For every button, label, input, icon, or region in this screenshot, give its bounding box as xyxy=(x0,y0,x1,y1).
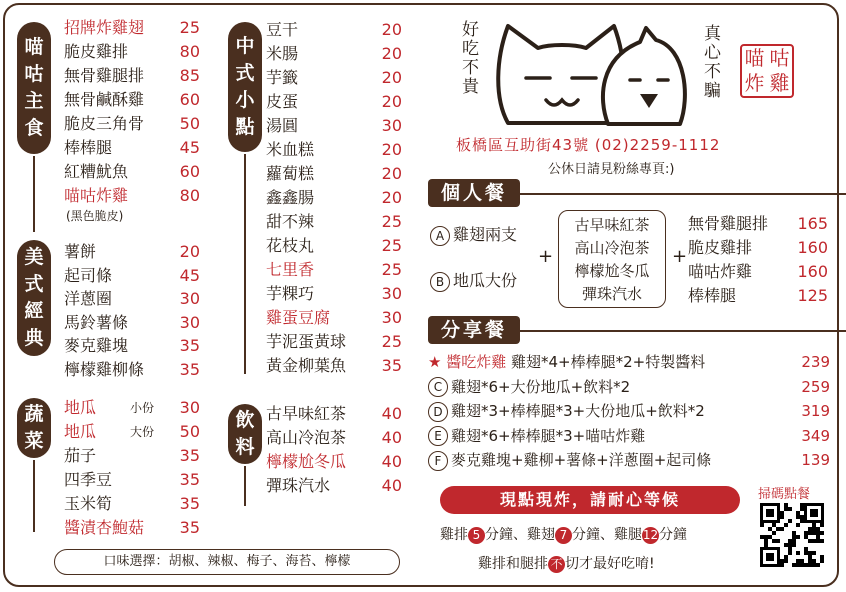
address: 板橋區互助街43號 (02)2259-1112 xyxy=(456,136,721,154)
item-name: 脆皮三角骨 xyxy=(64,114,145,133)
menu-item xyxy=(266,426,402,450)
minutes-badge: 7 xyxy=(555,527,572,544)
item-price: 45 xyxy=(179,138,200,157)
divider xyxy=(33,460,35,532)
meal-price: 259 xyxy=(801,377,830,396)
drink-choice: 彈珠汽水 xyxy=(581,285,642,303)
divider xyxy=(244,154,246,374)
item-name: 檸檬尬冬瓜 xyxy=(266,452,347,471)
flavor-options: 口味選擇：胡椒、辣椒、梅子、海苔、檸檬 xyxy=(54,549,400,575)
highlight-badge: 不 xyxy=(548,556,565,573)
menu-item xyxy=(64,311,200,335)
share-meal-item xyxy=(428,375,830,399)
item-price: 20 xyxy=(381,68,402,87)
item-name: 芋泥蛋黃球 xyxy=(266,332,347,351)
menu-item xyxy=(64,287,200,311)
item-name: 薯餅 xyxy=(64,242,97,261)
item-name: 喵咕炸雞 xyxy=(64,186,129,205)
item-price: 20 xyxy=(381,20,402,39)
item-name: 高山冷泡茶 xyxy=(266,428,347,447)
item-name: 芋粿巧 xyxy=(266,284,315,303)
share-meal-item xyxy=(428,399,830,423)
stamp-char: 雞 xyxy=(769,71,790,95)
item-name: 檸檬雞柳條 xyxy=(64,359,145,379)
item-price: 35 xyxy=(179,359,200,379)
letter-badge: D xyxy=(428,402,448,422)
item-price: 60 xyxy=(179,90,200,109)
menu-item xyxy=(266,258,402,282)
item-price: 25 xyxy=(179,18,200,37)
item-name: 地瓜 xyxy=(64,398,97,417)
item-price: 35 xyxy=(381,356,402,375)
drink-choice: 檸檬尬冬瓜 xyxy=(574,262,650,280)
text: 雞排和腿排 xyxy=(478,556,548,572)
qr-code-icon[interactable] xyxy=(760,503,824,567)
item-price: 160 xyxy=(797,238,828,257)
item-price: 40 xyxy=(381,476,402,495)
item-name: 棒棒腿 xyxy=(64,138,113,157)
menu-item xyxy=(64,492,200,516)
item-name: 古早味紅茶 xyxy=(266,404,347,423)
item-price: 40 xyxy=(381,428,402,447)
item-name: 湯圓 xyxy=(266,116,299,135)
plus-sign: + xyxy=(538,246,554,267)
menu-item xyxy=(266,450,402,474)
item-name: 鑫鑫腸 xyxy=(266,188,315,207)
item-name: 無骨雞腿排 xyxy=(688,214,769,233)
item-price: 35 xyxy=(179,518,200,537)
text: 分鐘、雞腿 xyxy=(572,527,642,543)
section-badge-drinks: 飲 料 xyxy=(228,404,262,464)
item-price: 20 xyxy=(179,242,200,261)
personal-option-b xyxy=(430,268,517,292)
item-name: 花枝丸 xyxy=(266,236,315,255)
item-name: 甜不辣 xyxy=(266,212,315,231)
menu-item xyxy=(688,236,828,260)
menu-item xyxy=(266,66,402,90)
item-price: 20 xyxy=(381,44,402,63)
section-badge-main: 喵 咕 主 食 xyxy=(17,22,51,154)
meal-contents: 雞翅*4+棒棒腿*2+特製醬料 xyxy=(510,353,706,371)
item-name: 無骨雞腿排 xyxy=(64,66,145,85)
share-meal-item xyxy=(428,448,830,472)
section-badge-american: 美 式 經 典 xyxy=(17,240,51,356)
menu-item xyxy=(64,396,200,420)
item-name: 起司條 xyxy=(64,265,113,285)
menu-item xyxy=(266,282,402,306)
item-name: 醬漬杏鮑菇 xyxy=(64,518,145,537)
item-price: 80 xyxy=(179,42,200,61)
item-name: 黃金柳葉魚 xyxy=(266,356,347,375)
item-price: 80 xyxy=(179,186,200,205)
item-price: 50 xyxy=(179,422,200,441)
menu-item xyxy=(688,212,828,236)
divider xyxy=(244,466,246,506)
slogan-right: 真心不騙 xyxy=(700,24,720,100)
holiday-note: 公休日請見粉絲專頁:) xyxy=(548,162,675,177)
item-price: 30 xyxy=(179,312,200,332)
drink-choice: 高山冷泡茶 xyxy=(574,239,650,257)
item-name: 蘿蔔糕 xyxy=(266,164,315,183)
item-size: 大份 xyxy=(130,425,155,439)
item-price: 25 xyxy=(381,212,402,231)
item-name: 皮蛋 xyxy=(266,92,299,111)
item-price: 30 xyxy=(381,116,402,135)
item-price: 50 xyxy=(179,114,200,133)
meal-price: 139 xyxy=(801,451,830,469)
menu-item xyxy=(266,18,402,42)
item-name: 麥克雞塊 xyxy=(64,336,129,355)
menu-item xyxy=(64,112,200,136)
meal-contents: 雞翅*6+大份地瓜+飲料*2 xyxy=(451,377,631,396)
menu-item xyxy=(64,184,200,208)
item-price: 35 xyxy=(179,446,200,465)
menu-item xyxy=(266,330,402,354)
section-badge-veg: 蔬 菜 xyxy=(17,398,51,458)
item-name: 脆皮雞排 xyxy=(64,42,129,61)
divider xyxy=(33,156,35,232)
menu-item xyxy=(64,64,200,88)
menu-item xyxy=(266,42,402,66)
slogan-left: 好吃不貴 xyxy=(458,20,478,96)
item-name: 地瓜 xyxy=(64,422,97,441)
menu-item xyxy=(64,468,200,492)
item-price: 20 xyxy=(381,92,402,111)
menu-item xyxy=(64,40,200,64)
cat-chick-mascot xyxy=(490,18,690,136)
item-price: 20 xyxy=(381,140,402,159)
uncut-tip xyxy=(478,553,655,573)
featured-meal-name: ★ 醬吃炸雞 xyxy=(428,353,511,371)
item-price: 25 xyxy=(381,236,402,255)
item-price: 40 xyxy=(381,404,402,423)
item-price: 30 xyxy=(179,398,200,417)
letter-badge: C xyxy=(428,377,448,397)
menu-item xyxy=(266,138,402,162)
menu-item xyxy=(266,234,402,258)
item-name: 馬鈴薯條 xyxy=(64,312,129,332)
stamp-char: 炸 xyxy=(744,71,765,95)
menu-item xyxy=(64,88,200,112)
item-price: 40 xyxy=(381,452,402,471)
plus-sign: + xyxy=(672,246,688,267)
menu-item xyxy=(64,444,200,468)
section-badge-snack: 中 式 小 點 xyxy=(228,22,262,152)
menu-item xyxy=(64,240,200,264)
qr-label: 掃碼點餐 xyxy=(758,487,811,502)
menu-item xyxy=(64,136,200,160)
item-name: 喵咕炸雞 xyxy=(688,262,753,281)
item-price: 35 xyxy=(179,494,200,513)
main-food-note: (黑色脆皮) xyxy=(66,209,124,223)
menu-item xyxy=(266,474,402,498)
menu-item xyxy=(64,16,200,40)
item-name: 四季豆 xyxy=(64,470,113,489)
item-price: 35 xyxy=(179,336,200,355)
meal-contents: 雞翅*6+棒棒腿*3+喵咕炸雞 xyxy=(451,426,646,445)
menu-item xyxy=(688,284,828,308)
menu-item xyxy=(64,420,200,444)
menu-item xyxy=(266,210,402,234)
text: 切才最好吃唷! xyxy=(565,556,655,572)
item-price: 165 xyxy=(797,214,828,233)
item-name: 棒棒腿 xyxy=(688,286,737,305)
item-name: 茄子 xyxy=(64,446,97,465)
letter-badge: B xyxy=(430,272,450,292)
item-price: 30 xyxy=(381,308,402,327)
meal-price: 319 xyxy=(801,402,830,420)
item-name: 雞蛋豆腐 xyxy=(266,308,331,327)
item-name: 玉米筍 xyxy=(64,494,113,513)
fresh-fried-banner: 現點現炸，請耐心等候 xyxy=(440,486,740,514)
minutes-badge: 12 xyxy=(642,528,659,542)
item-name: 紅糟魷魚 xyxy=(64,162,129,181)
item-name: 米血糕 xyxy=(266,140,315,159)
menu-item xyxy=(266,402,402,426)
item-price: 30 xyxy=(179,289,200,308)
item-price: 25 xyxy=(381,332,402,351)
item-name: 米腸 xyxy=(266,44,299,63)
item-price: 45 xyxy=(179,265,200,285)
item-price: 35 xyxy=(179,470,200,489)
menu-item xyxy=(266,90,402,114)
text: 雞排 xyxy=(440,527,468,543)
item-price: 25 xyxy=(381,260,402,279)
menu-item xyxy=(266,162,402,186)
item-price: 160 xyxy=(797,262,828,281)
item-name: 無骨鹹酥雞 xyxy=(64,90,145,109)
menu-item xyxy=(266,306,402,330)
logo-stamp xyxy=(740,44,794,98)
menu-item xyxy=(64,160,200,184)
menu-item xyxy=(64,264,200,288)
menu-item xyxy=(64,516,200,540)
meal-price: 239 xyxy=(801,353,830,371)
item-name: 洋蔥圈 xyxy=(64,289,113,308)
menu-item xyxy=(64,334,200,358)
letter-badge: F xyxy=(428,451,448,471)
menu-item xyxy=(64,358,200,382)
menu-item xyxy=(266,354,402,378)
menu-item xyxy=(688,260,828,284)
item-name: 脆皮雞排 xyxy=(688,238,753,257)
cooking-times xyxy=(440,524,687,544)
personal-meal-title: 個人餐 xyxy=(428,179,520,207)
text: 分鐘 xyxy=(659,527,687,543)
meal-contents: 麥克雞塊+雞柳+薯條+洋蔥圈+起司條 xyxy=(451,451,712,469)
item-name: 招牌炸雞翅 xyxy=(64,18,145,37)
item-price: 20 xyxy=(381,164,402,183)
item-price: 60 xyxy=(179,162,200,181)
item-name: 七里香 xyxy=(266,260,315,279)
item-size: 小份 xyxy=(130,401,155,415)
item-name: 豆干 xyxy=(266,20,299,39)
option-text: 雞翅兩支 xyxy=(453,225,518,244)
letter-badge: A xyxy=(430,226,450,246)
menu-item xyxy=(266,114,402,138)
share-meal-title: 分享餐 xyxy=(428,316,520,344)
item-name: 芋籤 xyxy=(266,68,299,87)
option-text: 地瓜大份 xyxy=(453,271,518,290)
text: 分鐘、雞翅 xyxy=(485,527,555,543)
stamp-char: 喵 xyxy=(744,46,765,70)
personal-option-a xyxy=(430,222,517,246)
item-price: 125 xyxy=(797,286,828,305)
item-price: 30 xyxy=(381,284,402,303)
stamp-char: 咕 xyxy=(769,46,790,70)
share-meal-item xyxy=(428,424,830,448)
drink-choice: 古早味紅茶 xyxy=(574,216,650,234)
item-name: 彈珠汽水 xyxy=(266,476,331,495)
menu-item xyxy=(266,186,402,210)
meal-contents: 雞翅*3+棒棒腿*3+大份地瓜+飲料*2 xyxy=(451,402,705,420)
drink-choice-box xyxy=(558,210,666,308)
minutes-badge: 5 xyxy=(468,527,485,544)
item-price: 20 xyxy=(381,188,402,207)
meal-price: 349 xyxy=(801,426,830,445)
item-price: 85 xyxy=(179,66,200,85)
letter-badge: E xyxy=(428,426,448,446)
share-meal-item xyxy=(428,350,830,374)
